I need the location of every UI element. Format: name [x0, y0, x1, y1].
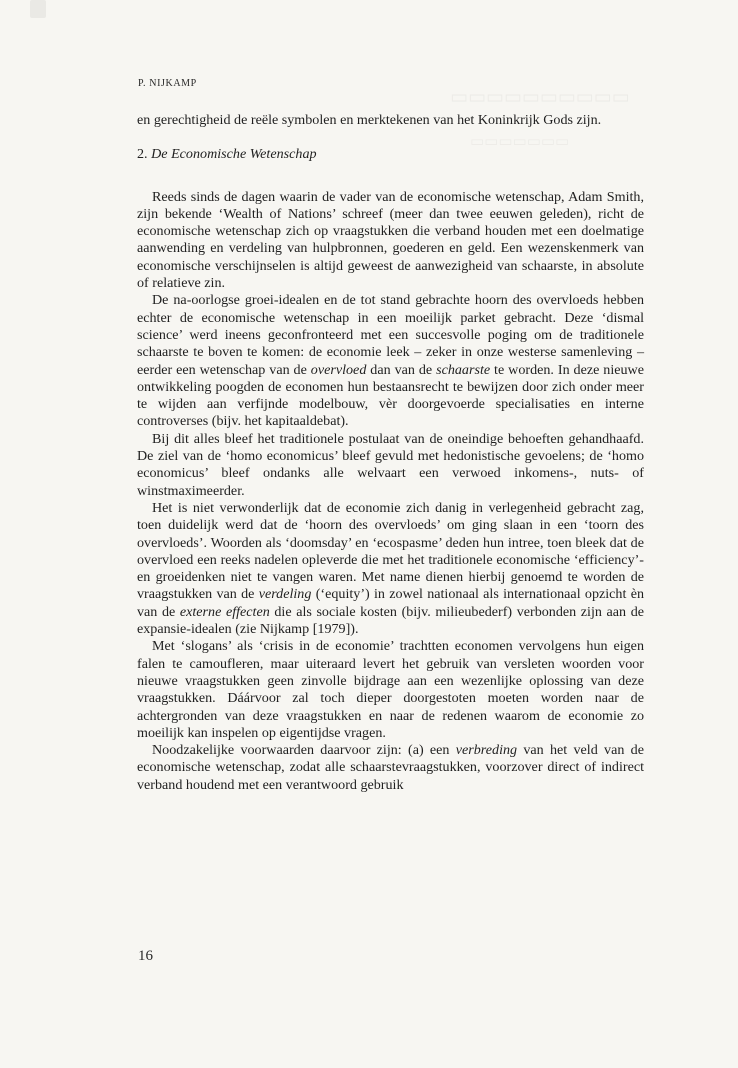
opening-fragment: en gerechtigheid de reële symbolen en merktekenen van het Koninkrijk Gods zijn. — [137, 112, 602, 128]
paragraph-3: Bij dit alles bleef het traditionele postulaat van de oneindige behoeften gehandhaafd. De ziel van de ‘homo economicus’ bleef gevuld met hedonistische gevoelens; de ‘homo economicus’ bleef ondanks alle welvaart een verwoed inkomens-, nuts- of winstmaximeerder. — [137, 430, 644, 499]
paragraph-2 — [137, 292, 644, 430]
section-heading — [137, 146, 644, 163]
paragraph-4-emphasis: verdeling — [258, 586, 312, 603]
paragraph-6-text: van het veld van de economische wetenschap, zodat alle schaarstevraagstukken, voorzover direct of indirect verband houdend met een verantwoord gebruik — [137, 742, 644, 793]
paragraph-4-emphasis: externe effecten — [179, 603, 270, 620]
scan-corner-mark — [30, 0, 46, 18]
paragraph-4-text: (‘equity’) in zowel nationaal als internationaal opzicht èn van de — [137, 586, 644, 620]
paragraph-2-text: dan van de — [366, 361, 437, 378]
paragraph-4 — [137, 500, 644, 638]
paragraph-2-text: De na-oorlogse groei-idealen en de tot stand gebrachte hoorn des overvloeds hebben echter de economische wetenschap in een moeilijk parket gebracht. Deze ‘dismal science’ werd ineens geconfronteerd met een succesvolle poging om de traditionele schaarste te boven te komen: de economie leek – zeker in onze westerse samenleving – eerder een wetenschap van de — [137, 292, 644, 378]
paragraph-6 — [137, 742, 644, 794]
bleed-through-shadow — [450, 86, 630, 109]
paragraph-2-emphasis: schaarste — [436, 361, 491, 378]
paragraph-2-text: te worden. In deze nieuwe ontwikkeling poogden de economen hun bestaansrecht te bewijzen door zich onder meer te wijden aan verfijnde modelbouw, vèr doorgevoerde specialisaties en interne controverses (bijv. het kapitaaldebat). — [137, 361, 644, 430]
paragraph-6-emphasis: verbreding — [455, 742, 518, 759]
paragraph-2-emphasis: overvloed — [310, 361, 367, 378]
section-number: 2. — [137, 146, 148, 163]
paragraph-4-text: Het is niet verwonderlijk dat de economie zich danig in verlegenheid gebracht zag, toen duidelijk werd dat de ‘hoorn des overvloeds’ om ging slaan in een ‘toorn des overvloeds’. Woorden als ‘doomsday’ en ‘ecospasme’ deden hun intree, toen bleek dat de overvloed een reeks nadelen opleverde die met het traditionele economische ‘efficiency’- en groeidenken niet te vangen waren. Met name dienen hierbij genoemd te worden de vraagstukken van de — [137, 499, 644, 603]
body-text — [137, 112, 644, 794]
running-head: P. NIJKAMP — [138, 78, 197, 89]
paragraph-5: Met ‘slogans’ als ‘crisis in de economie’ trachtten economen vervolgens hun eigen falen te camoufleren, maar uiteraard levert het gebruik van versleten woorden voor nieuwe vraagstukken geen zinvolle bijdrage aan een wezenlijke oplossing van deze vraagstukken. Dáárvoor zal toch dieper doorgestoten moeten worden naar de achtergronden van deze vraagstukken en naar de redenen waarom de economie zo moeilijk kan inspelen op eigentijdse vragen. — [137, 638, 644, 741]
page-number: 16 — [138, 948, 153, 964]
paragraph-6-text: Noodzakelijke voorwaarden daarvoor zijn: (a) een — [152, 742, 456, 759]
section-title: De Economische Wetenschap — [151, 146, 317, 163]
paragraph-4-text: die als sociale kosten (bijv. milieubederf) verbonden zijn aan de expansie-idealen (zie Nijkamp [1979]). — [137, 603, 645, 638]
paragraph-1: Reeds sinds de dagen waarin de vader van de economische wetenschap, Adam Smith, zijn bekende ‘Wealth of Nations’ schreef (meer dan twee eeuwen geleden), richt de economische wetenschap zich op vraagstukken die verband houden met een doelmatige aanwending en verdeling van hulpbronnen, goederen en geld. Een wezenskenmerk van economische verschijnselen is altijd geweest de aanwezigheid van schaarste, in absolute of relatieve zin. — [137, 188, 644, 292]
